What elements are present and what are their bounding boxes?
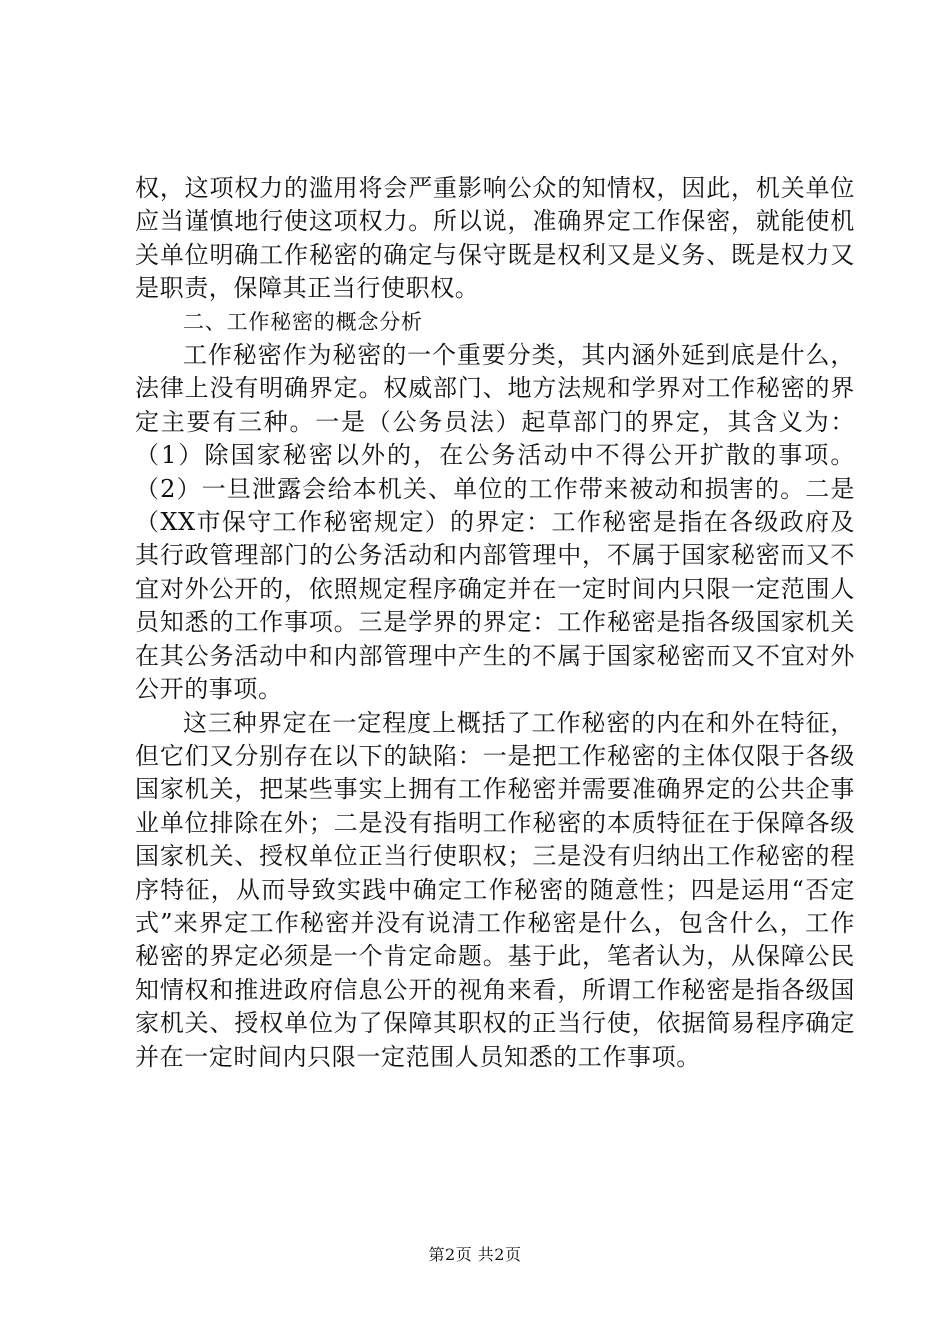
paragraph-definitions: 工作秘密作为秘密的一个重要分类，其内涵外延到底是什么，法律上没有明确界定。权威部门、地方法规和学界对工作秘密的界定主要有三种。一是（公务员法）起草部门的界定，其含义为：（1）除国家秘密以外的，在公务活动中不得公开扩散的事项。（2）一旦泄露会给本机关、单位的工作带来被动和损害的。二是（XX市保守工作秘密规定）的界定：工作秘密是指在各级政府及其行政管理部门的公务活动和内部管理中，不属于国家秘密而又不宜对外公开的，依照规定程序确定并在一定时间内只限一定范围人员知悉的工作事项。三是学界的界定：工作秘密是指各级国家机关在其公务活动中和内部管理中产生的不属于国家秘密而又不宜对外公开的事项。 [135,341,855,704]
page-footer: 第2页 共2页 [428,1245,522,1264]
paragraph-analysis: 这三种界定在一定程度上概括了工作秘密的内在和外在特征，但它们又分别存在以下的缺陷：一是把工作秘密的主体仅限于各级国家机关，把某些事实上拥有工作秘密并需要准确界定的公共企事业单位排除在外；二是没有指明工作秘密的本质特征在于保障各级国家机关、授权单位正当行使职权；三是没有归纳出工作秘密的程序特征，从而导致实践中确定工作秘密的随意性；四是运用“否定式”来界定工作秘密并没有说清工作秘密是什么，包含什么，工作秘密的界定必须是一个肯定命题。基于此，笔者认为，从保障公民知情权和推进政府信息公开的视角来看，所谓工作秘密是指各级国家机关、授权单位为了保障其职权的正当行使，依据简易程序确定并在一定时间内只限一定范围人员知悉的工作事项。 [135,708,855,1071]
document-body [135,172,855,1074]
paragraph-continuation: 权，这项权力的滥用将会严重影响公众的知情权，因此，机关单位应当谨慎地行使这项权力。所以说，准确界定工作保密，就能使机关单位明确工作秘密的确定与保守既是权利又是义务、既是权力又是职责，保障其正当行使职权。 [135,174,855,303]
section-heading: 二、工作秘密的概念分析 [183,309,423,334]
